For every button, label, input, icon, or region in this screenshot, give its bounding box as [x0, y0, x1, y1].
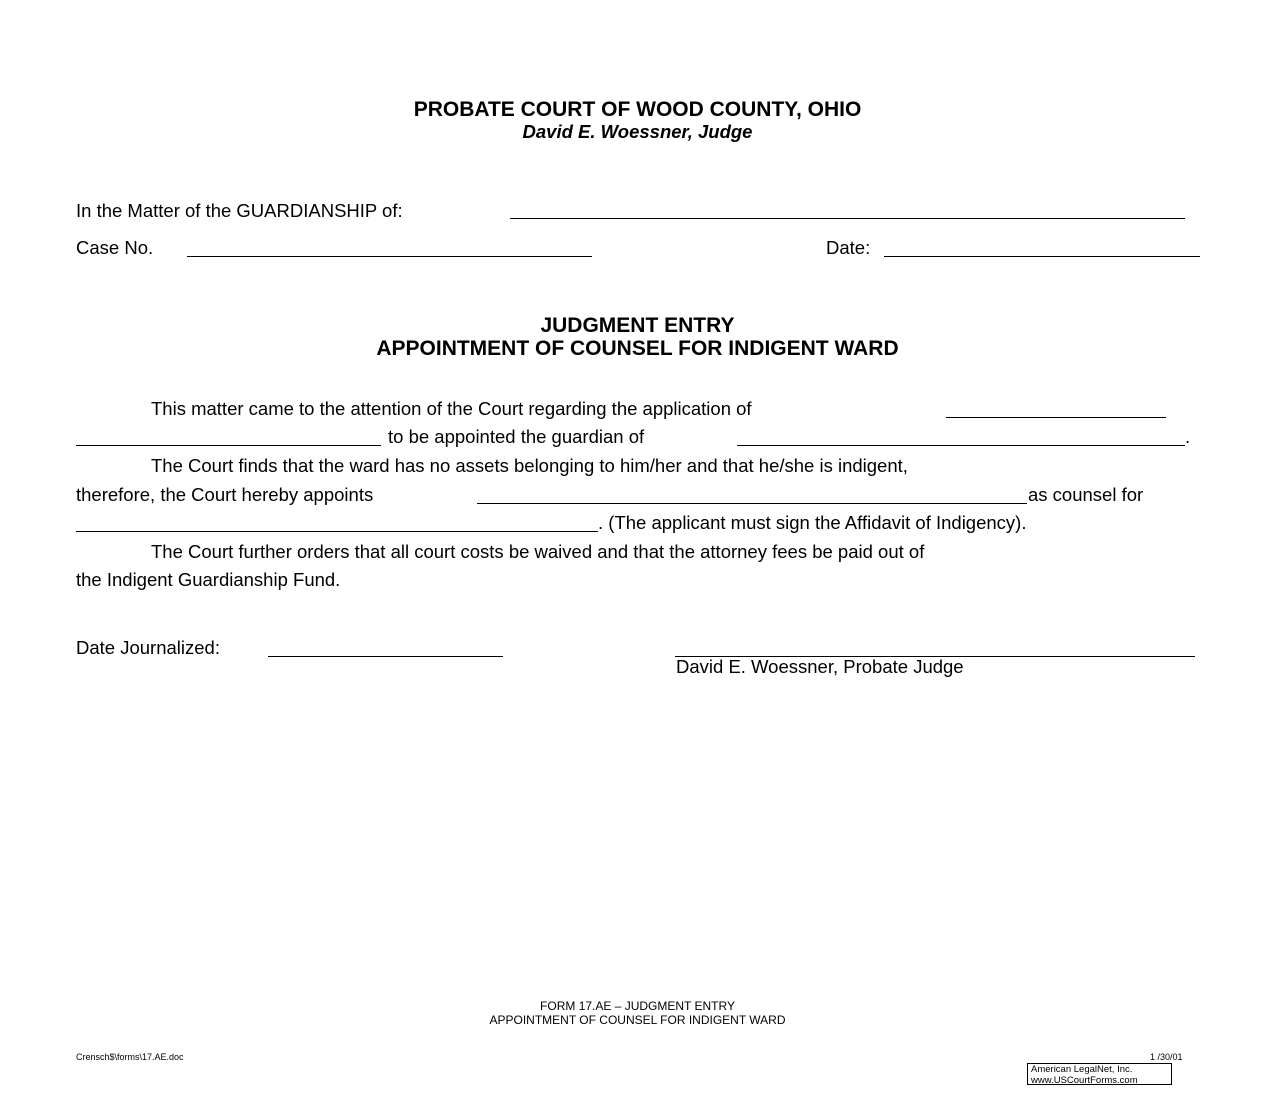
body-text: the Indigent Guardianship Fund. — [76, 569, 341, 590]
publisher-website: www.USCourtForms.com — [1031, 1074, 1138, 1086]
body-text: to be appointed the guardian of — [388, 426, 645, 447]
judge-name: David E. Woessner, Judge — [522, 121, 753, 142]
publisher-box — [1027, 1063, 1172, 1085]
applicant-field-1[interactable] — [946, 417, 1166, 418]
guardianship-name-field[interactable] — [510, 218, 1185, 219]
title-line-1: JUDGMENT ENTRY — [540, 314, 735, 337]
date-label: Date: — [826, 237, 871, 258]
revision-date: 1 /30/01 — [1150, 1052, 1183, 1062]
ward-field[interactable] — [737, 445, 1185, 446]
body-text: The Court further orders that all court costs be waived and that the attorney fees be paid out of — [151, 541, 925, 562]
court-name: PROBATE COURT OF WOOD COUNTY, OHIO — [413, 98, 862, 121]
case-number-label: Case No. — [76, 237, 154, 258]
form-footer-line-1: FORM 17.AE – JUDGMENT ENTRY — [540, 999, 735, 1013]
body-text: This matter came to the attention of the Court regarding the application of — [151, 398, 752, 419]
counsel-field[interactable] — [477, 503, 1027, 504]
applicant-field-2[interactable] — [76, 445, 381, 446]
judge-signature-label: David E. Woessner, Probate Judge — [676, 656, 964, 677]
date-journalized-field[interactable] — [268, 656, 503, 657]
title-line-2: APPOINTMENT OF COUNSEL FOR INDIGENT WARD — [376, 337, 899, 360]
body-text: . (The applicant must sign the Affidavit of Indigency). — [598, 512, 1027, 533]
counsel-for-field[interactable] — [76, 531, 598, 532]
body-text: The Court finds that the ward has no assets belonging to him/her and that he/she is indigent, — [151, 455, 908, 476]
form-footer-line-2: APPOINTMENT OF COUNSEL FOR INDIGENT WARD — [489, 1013, 786, 1027]
file-path: Crensch$\forms\17.AE.doc — [76, 1052, 184, 1062]
body-text: therefore, the Court hereby appoints — [76, 484, 374, 505]
publisher-name: American LegalNet, Inc. — [1031, 1064, 1133, 1075]
date-field[interactable] — [884, 256, 1200, 257]
date-journalized-label: Date Journalized: — [76, 637, 220, 658]
matter-label: In the Matter of the GUARDIANSHIP of: — [76, 200, 403, 221]
case-number-field[interactable] — [187, 256, 592, 257]
body-text: . — [1185, 426, 1191, 447]
body-text: as counsel for — [1028, 484, 1144, 505]
